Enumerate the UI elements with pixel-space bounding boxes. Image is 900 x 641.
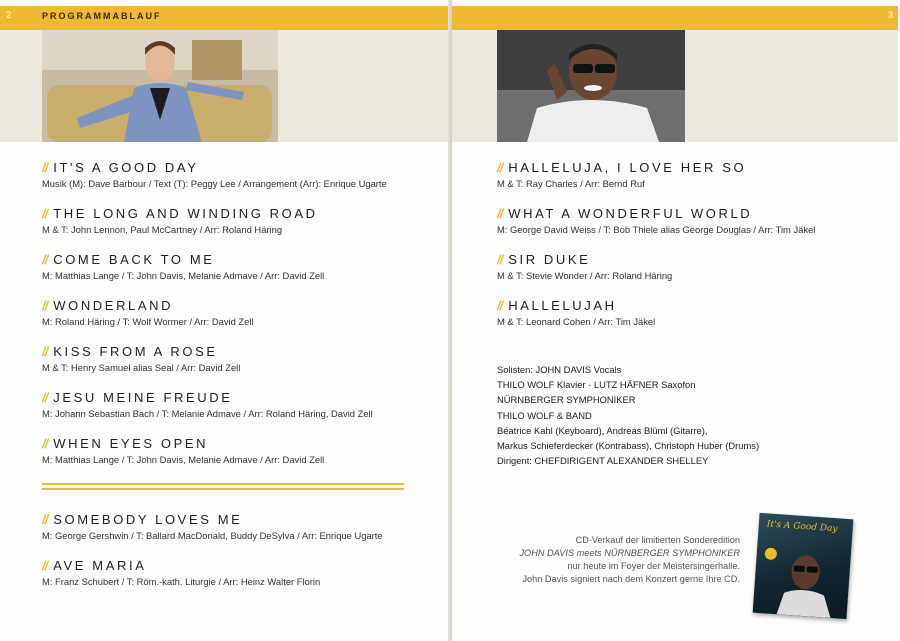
- singer-photo: [497, 30, 685, 142]
- song-item: [497, 160, 746, 189]
- slash-icon: //: [42, 206, 48, 221]
- slash-icon: //: [42, 298, 48, 313]
- page-number-left: 2: [6, 10, 12, 20]
- song-item: [42, 390, 373, 419]
- song-credits: M: Johann Sebastian Bach / T: Melanie Admave / Arr: Roland Häring, David Zell: [42, 408, 373, 419]
- song-item: [42, 436, 324, 465]
- song-item: [42, 160, 387, 189]
- section-title: PROGRAMMABLAUF: [42, 11, 162, 21]
- song-item: [42, 298, 254, 327]
- song-credits: Musik (M): Dave Barbour / Text (T): Peggy Lee / Arrangement (Arr): Enrique Ugarte: [42, 178, 387, 189]
- soloists-line: THILO WOLF & BAND: [497, 409, 592, 421]
- soloists-line: Dirigent: CHEFDIRIGENT ALEXANDER SHELLEY: [497, 455, 709, 467]
- song-credits: M: George Gershwin / T: Ballard MacDonald, Buddy DeSylva / Arr: Enrique Ugarte: [42, 530, 383, 541]
- cd-notice-line: JOHN DAVIS meets NÜRNBERGER SYMPHONIKER: [519, 548, 740, 558]
- song-item: [42, 206, 318, 235]
- cd-cover-image: [753, 513, 854, 619]
- song-title: // WHEN EYES OPEN: [42, 436, 209, 451]
- slash-icon: //: [42, 436, 48, 451]
- song-title: // WHAT A WONDERFUL WORLD: [497, 206, 753, 221]
- song-credits: M: Franz Schubert / T: Röm.-kath. Liturgie / Arr: Heinz Walter Florin: [42, 576, 321, 587]
- slash-icon: //: [42, 160, 48, 175]
- soloists-line: THILO WOLF Klavier · LUTZ HÄFNER Saxofon: [497, 379, 696, 391]
- song-credits: M: Matthias Lange / T: John Davis, Melanie Admave / Arr: David Zell: [42, 270, 325, 281]
- singer-photo: [42, 30, 278, 142]
- song-title: // JESU MEINE FREUDE: [42, 390, 233, 405]
- soloists-line: NÜRNBERGER SYMPHONIKER: [497, 394, 636, 406]
- song-credits: M: George David Weiss / T: Bob Thiele alias George Douglas / Arr: Tim Jäkel: [497, 224, 816, 235]
- song-credits: M & T: Ray Charles / Arr: Bernd Ruf: [497, 178, 645, 189]
- song-credits: M & T: Stevie Wonder / Arr: Roland Häring: [497, 270, 673, 281]
- song-credits: M & T: Henry Samuel alias Seal / Arr: David Zell: [42, 362, 241, 373]
- slash-icon: //: [497, 298, 503, 313]
- section-divider: [42, 488, 404, 490]
- song-title: // HALLELUJA, I LOVE HER SO: [497, 160, 747, 175]
- cd-cover-title: It's A Good Day: [766, 519, 838, 535]
- slash-icon: //: [42, 252, 48, 267]
- slash-icon: //: [42, 558, 48, 573]
- song-item: [497, 252, 672, 281]
- slash-icon: //: [497, 206, 503, 221]
- song-item: [42, 558, 320, 587]
- song-title: // HALLELUJAH: [497, 298, 617, 313]
- slash-icon: //: [42, 512, 48, 527]
- song-title: // SIR DUKE: [497, 252, 591, 267]
- cd-notice-line: CD-Verkauf der limitierten Sonderedition: [575, 535, 740, 545]
- header-bar: [452, 6, 898, 30]
- song-item: [42, 344, 240, 373]
- song-credits: M: Matthias Lange / T: John Davis, Melanie Admave / Arr: David Zell: [42, 454, 325, 465]
- cd-notice: [492, 534, 740, 586]
- section-divider: [42, 483, 404, 485]
- song-title: // COME BACK TO ME: [42, 252, 215, 267]
- slash-icon: //: [497, 160, 503, 175]
- soloists-block: [497, 362, 759, 468]
- page-number-right: 3: [888, 10, 894, 20]
- song-item: [42, 512, 383, 541]
- right-page: [452, 0, 900, 641]
- slash-icon: //: [497, 252, 503, 267]
- song-item: [497, 206, 815, 235]
- song-credits: M & T: Leonard Cohen / Arr: Tim Jäkel: [497, 316, 656, 327]
- song-title: // AVE MARIA: [42, 558, 147, 573]
- song-title: // KISS FROM A ROSE: [42, 344, 218, 359]
- soloists-line: Markus Schieferdecker (Kontrabass), Christoph Huber (Drums): [497, 440, 760, 452]
- song-credits: M & T: John Lennon, Paul McCartney / Arr: Roland Häring: [42, 224, 283, 235]
- song-item: [497, 298, 655, 327]
- cd-notice-line: nur heute im Foyer der Meistersingerhalle.: [567, 561, 740, 571]
- song-title: // SOMEBODY LOVES ME: [42, 512, 243, 527]
- song-credits: M: Roland Häring / T: Wolf Wormer / Arr: David Zell: [42, 316, 254, 327]
- slash-icon: //: [42, 390, 48, 405]
- song-title: // THE LONG AND WINDING ROAD: [42, 206, 318, 221]
- song-item: [42, 252, 324, 281]
- soloists-line: Béatrice Kahl (Keyboard), Andreas Blüml (Gitarre),: [497, 424, 708, 436]
- cd-notice-line: John Davis signiert nach dem Konzert gerne Ihre CD.: [522, 574, 740, 584]
- song-title: // WONDERLAND: [42, 298, 174, 313]
- song-title: // IT'S A GOOD DAY: [42, 160, 199, 175]
- soloists-line: Solisten: JOHN DAVIS Vocals: [497, 364, 622, 375]
- slash-icon: //: [42, 344, 48, 359]
